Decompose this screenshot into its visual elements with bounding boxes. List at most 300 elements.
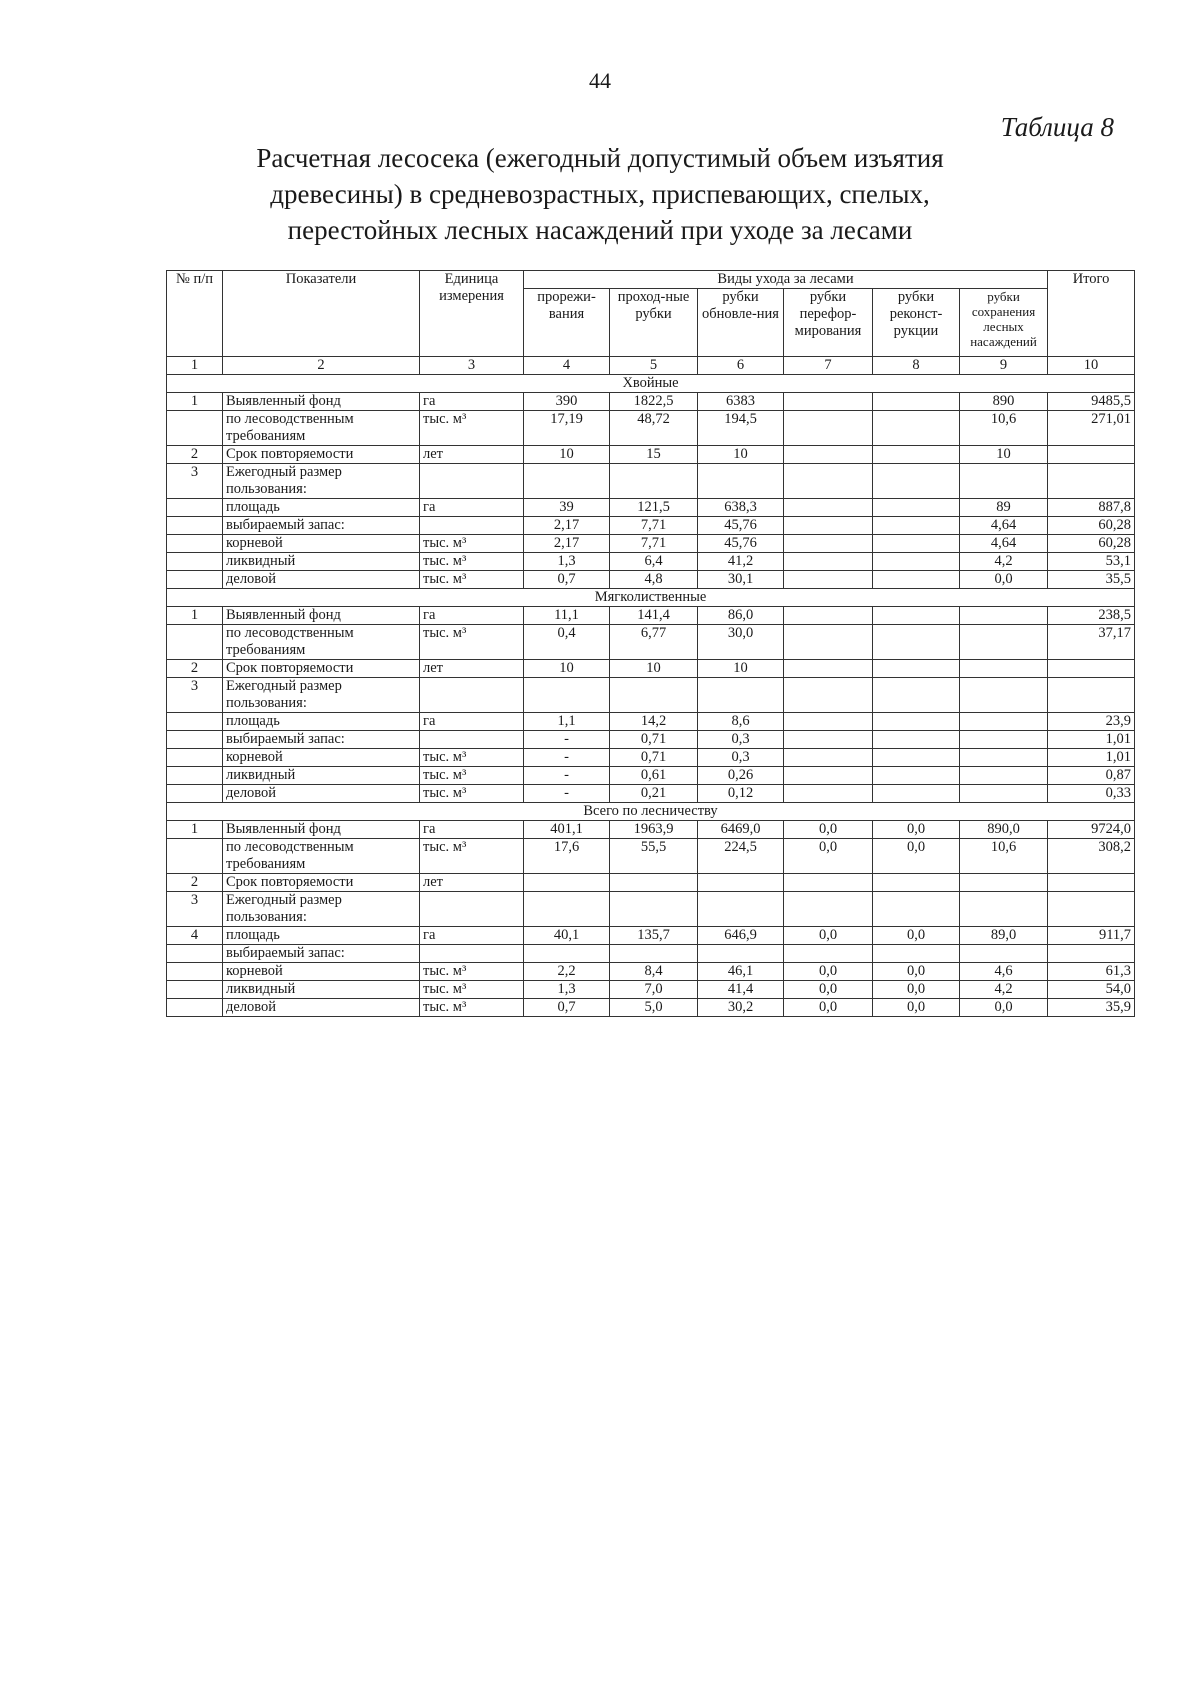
row-unit: га (420, 499, 524, 517)
row-value (784, 625, 873, 660)
row-value (784, 749, 873, 767)
row-value: 401,1 (524, 821, 610, 839)
row-total: 0,87 (1048, 767, 1135, 785)
row-value: 2,2 (524, 963, 610, 981)
row-indicator: по лесоводственным требованиям (223, 411, 420, 446)
row-value (524, 678, 610, 713)
col-number: 4 (524, 357, 610, 375)
row-total: 61,3 (1048, 963, 1135, 981)
row-indicator: выбираемый запас: (223, 945, 420, 963)
row-value (610, 892, 698, 927)
row-number (167, 517, 223, 535)
row-total (1048, 945, 1135, 963)
row-value (873, 785, 960, 803)
row-value: 39 (524, 499, 610, 517)
row-value (960, 660, 1048, 678)
row-value: 0,0 (784, 821, 873, 839)
row-number (167, 625, 223, 660)
row-value (960, 678, 1048, 713)
col-number: 5 (610, 357, 698, 375)
row-value (784, 499, 873, 517)
table-row (167, 678, 1135, 713)
row-value: 17,6 (524, 839, 610, 874)
row-unit: тыс. м³ (420, 553, 524, 571)
title-line: Расчетная лесосека (ежегодный допустимый объем изъятия (256, 143, 944, 173)
row-number (167, 499, 223, 517)
header-col6: рубки обновле-ния (698, 289, 784, 357)
header-col9: рубки сохранения лесных насаждений (960, 289, 1048, 357)
row-value: 14,2 (610, 713, 698, 731)
row-total: 1,01 (1048, 749, 1135, 767)
table-row (167, 607, 1135, 625)
row-value (873, 411, 960, 446)
row-value: 0,61 (610, 767, 698, 785)
row-value (873, 446, 960, 464)
row-value (960, 749, 1048, 767)
row-value (698, 892, 784, 927)
row-indicator: площадь (223, 927, 420, 945)
row-number (167, 999, 223, 1017)
row-indicator: Ежегодный размер пользования: (223, 678, 420, 713)
row-value: 0,0 (960, 571, 1048, 589)
table-row (167, 874, 1135, 892)
row-unit: га (420, 821, 524, 839)
row-value: 1963,9 (610, 821, 698, 839)
row-value (784, 571, 873, 589)
row-value: 194,5 (698, 411, 784, 446)
row-number (167, 839, 223, 874)
row-value: 41,2 (698, 553, 784, 571)
row-value: 1,1 (524, 713, 610, 731)
row-number (167, 571, 223, 589)
row-number: 2 (167, 660, 223, 678)
row-value (524, 464, 610, 499)
row-value (960, 625, 1048, 660)
row-value: 10 (960, 446, 1048, 464)
row-value: 0,3 (698, 731, 784, 749)
row-value (784, 553, 873, 571)
section-header-row (167, 589, 1135, 607)
row-value: 45,76 (698, 535, 784, 553)
row-indicator: Срок повторяемости (223, 660, 420, 678)
row-value (873, 393, 960, 411)
row-number (167, 731, 223, 749)
row-value: 0,7 (524, 999, 610, 1017)
section-header-row (167, 375, 1135, 393)
row-value (784, 767, 873, 785)
row-value: 0,4 (524, 625, 610, 660)
row-value: 135,7 (610, 927, 698, 945)
row-value: 0,0 (960, 999, 1048, 1017)
table-row (167, 731, 1135, 749)
logging-table (166, 270, 1135, 1017)
row-value: 2,17 (524, 535, 610, 553)
row-value: 0,0 (784, 839, 873, 874)
row-number: 2 (167, 874, 223, 892)
row-value: 0,7 (524, 571, 610, 589)
table-row (167, 499, 1135, 517)
row-value (784, 678, 873, 713)
row-total: 911,7 (1048, 927, 1135, 945)
row-value: 6383 (698, 393, 784, 411)
row-value (960, 874, 1048, 892)
row-value: 7,0 (610, 981, 698, 999)
row-indicator: корневой (223, 749, 420, 767)
row-value (524, 874, 610, 892)
row-value: 30,0 (698, 625, 784, 660)
table-row (167, 713, 1135, 731)
header-row (167, 271, 1135, 289)
table-row (167, 839, 1135, 874)
row-value (784, 607, 873, 625)
row-number (167, 713, 223, 731)
row-number (167, 945, 223, 963)
table-row (167, 999, 1135, 1017)
row-value (784, 535, 873, 553)
row-indicator: площадь (223, 499, 420, 517)
table-row (167, 411, 1135, 446)
row-value: 17,19 (524, 411, 610, 446)
row-total: 271,01 (1048, 411, 1135, 446)
row-value (610, 464, 698, 499)
row-unit: тыс. м³ (420, 839, 524, 874)
table-row (167, 749, 1135, 767)
row-indicator: деловой (223, 999, 420, 1017)
row-value (784, 660, 873, 678)
header-col4: прорежи-вания (524, 289, 610, 357)
row-value: 4,6 (960, 963, 1048, 981)
row-value (524, 892, 610, 927)
row-value (784, 713, 873, 731)
row-value (784, 446, 873, 464)
row-unit: лет (420, 446, 524, 464)
row-value: 46,1 (698, 963, 784, 981)
row-value: 10 (698, 446, 784, 464)
row-value (873, 749, 960, 767)
row-value (960, 785, 1048, 803)
row-value: 0,71 (610, 749, 698, 767)
row-value: 1,3 (524, 981, 610, 999)
row-value: 0,0 (784, 999, 873, 1017)
row-value (873, 767, 960, 785)
row-value: 890 (960, 393, 1048, 411)
row-total (1048, 892, 1135, 927)
row-value (784, 945, 873, 963)
col-number: 8 (873, 357, 960, 375)
row-indicator: выбираемый запас: (223, 731, 420, 749)
row-unit: га (420, 393, 524, 411)
row-number (167, 981, 223, 999)
row-value (784, 411, 873, 446)
row-indicator: Ежегодный размер пользования: (223, 892, 420, 927)
row-total (1048, 464, 1135, 499)
row-total: 35,5 (1048, 571, 1135, 589)
row-value: 1,3 (524, 553, 610, 571)
row-total: 238,5 (1048, 607, 1135, 625)
table-row (167, 821, 1135, 839)
row-number: 1 (167, 607, 223, 625)
row-value (873, 535, 960, 553)
row-unit: тыс. м³ (420, 785, 524, 803)
row-value: 48,72 (610, 411, 698, 446)
row-value (698, 874, 784, 892)
row-value: 4,64 (960, 535, 1048, 553)
row-unit (420, 945, 524, 963)
row-value: 4,64 (960, 517, 1048, 535)
row-value (873, 464, 960, 499)
col-number: 3 (420, 357, 524, 375)
row-total (1048, 446, 1135, 464)
row-value (784, 731, 873, 749)
row-indicator: Выявленный фонд (223, 393, 420, 411)
row-value: 0,0 (873, 981, 960, 999)
row-value: 0,26 (698, 767, 784, 785)
row-indicator: деловой (223, 785, 420, 803)
row-indicator: площадь (223, 713, 420, 731)
row-total: 9724,0 (1048, 821, 1135, 839)
row-unit: тыс. м³ (420, 963, 524, 981)
row-number (167, 749, 223, 767)
row-value: 10 (524, 446, 610, 464)
row-total: 887,8 (1048, 499, 1135, 517)
row-value: 5,0 (610, 999, 698, 1017)
row-value: 0,12 (698, 785, 784, 803)
row-value: 1822,5 (610, 393, 698, 411)
row-unit (420, 892, 524, 927)
row-value (873, 660, 960, 678)
row-unit: тыс. м³ (420, 981, 524, 999)
col-number: 7 (784, 357, 873, 375)
section-header-row (167, 803, 1135, 821)
row-value (873, 678, 960, 713)
row-value: 10 (698, 660, 784, 678)
header-col7: рубки перефор-мирования (784, 289, 873, 357)
row-indicator: по лесоводственным требованиям (223, 625, 420, 660)
row-unit: тыс. м³ (420, 749, 524, 767)
page-number: 44 (589, 68, 611, 93)
row-value: 4,2 (960, 553, 1048, 571)
row-value (873, 713, 960, 731)
row-value: 0,0 (873, 927, 960, 945)
row-value: 10,6 (960, 839, 1048, 874)
table-title (150, 140, 1050, 248)
row-value: 41,4 (698, 981, 784, 999)
row-value: 0,0 (784, 963, 873, 981)
row-value: 390 (524, 393, 610, 411)
row-value (873, 517, 960, 535)
row-unit (420, 464, 524, 499)
row-value: 6,4 (610, 553, 698, 571)
row-value (873, 945, 960, 963)
row-value (960, 731, 1048, 749)
row-value (960, 607, 1048, 625)
col-number: 1 (167, 357, 223, 375)
row-value: - (524, 749, 610, 767)
row-value: 0,21 (610, 785, 698, 803)
row-number: 4 (167, 927, 223, 945)
row-unit: лет (420, 874, 524, 892)
row-value: - (524, 785, 610, 803)
row-number (167, 553, 223, 571)
row-value: 0,0 (784, 981, 873, 999)
row-indicator: Выявленный фонд (223, 607, 420, 625)
row-total (1048, 660, 1135, 678)
row-unit: тыс. м³ (420, 571, 524, 589)
table-row (167, 571, 1135, 589)
row-value (784, 785, 873, 803)
row-value: 10 (610, 660, 698, 678)
header-num: № п/п (167, 271, 223, 357)
row-value (610, 874, 698, 892)
row-value (960, 713, 1048, 731)
row-value: 6469,0 (698, 821, 784, 839)
table-row (167, 553, 1135, 571)
row-unit: га (420, 713, 524, 731)
row-number: 1 (167, 393, 223, 411)
row-number: 2 (167, 446, 223, 464)
row-indicator: Срок повторяемости (223, 874, 420, 892)
row-unit: тыс. м³ (420, 535, 524, 553)
table-row (167, 625, 1135, 660)
row-value (784, 892, 873, 927)
table-label: Таблица 8 (1000, 112, 1114, 142)
row-value: 40,1 (524, 927, 610, 945)
header-total: Итого (1048, 271, 1135, 357)
row-value: 0,0 (873, 999, 960, 1017)
row-value: 646,9 (698, 927, 784, 945)
row-value: 121,5 (610, 499, 698, 517)
row-value (873, 892, 960, 927)
section-title: Хвойные (167, 375, 1135, 393)
header-col5: проход-ные рубки (610, 289, 698, 357)
row-total (1048, 874, 1135, 892)
table-row (167, 981, 1135, 999)
row-indicator: Ежегодный размер пользования: (223, 464, 420, 499)
row-value: 0,0 (873, 963, 960, 981)
row-unit: тыс. м³ (420, 625, 524, 660)
col-number: 10 (1048, 357, 1135, 375)
row-total: 53,1 (1048, 553, 1135, 571)
table-row (167, 945, 1135, 963)
row-value: 224,5 (698, 839, 784, 874)
row-value: 15 (610, 446, 698, 464)
row-number: 3 (167, 464, 223, 499)
row-number: 3 (167, 892, 223, 927)
row-value: 45,76 (698, 517, 784, 535)
header-care-types: Виды ухода за лесами (524, 271, 1048, 289)
table-row (167, 446, 1135, 464)
row-unit (420, 678, 524, 713)
row-value (698, 945, 784, 963)
header-unit: Единица измерения (420, 271, 524, 357)
row-unit: га (420, 927, 524, 945)
row-total: 54,0 (1048, 981, 1135, 999)
row-number (167, 535, 223, 553)
column-numbers-row (167, 357, 1135, 375)
row-total: 308,2 (1048, 839, 1135, 874)
row-value: - (524, 767, 610, 785)
table-row (167, 464, 1135, 499)
row-unit (420, 517, 524, 535)
row-value: 0,71 (610, 731, 698, 749)
row-value: 0,0 (873, 839, 960, 874)
row-indicator: Срок повторяемости (223, 446, 420, 464)
row-value: 7,71 (610, 517, 698, 535)
row-number (167, 411, 223, 446)
row-unit: тыс. м³ (420, 999, 524, 1017)
row-value (784, 464, 873, 499)
row-value (960, 464, 1048, 499)
table-row (167, 785, 1135, 803)
table-row (167, 535, 1135, 553)
row-indicator: Выявленный фонд (223, 821, 420, 839)
row-indicator: корневой (223, 963, 420, 981)
row-indicator: ликвидный (223, 767, 420, 785)
row-value: 8,4 (610, 963, 698, 981)
header-col8: рубки реконст-рукции (873, 289, 960, 357)
table-row (167, 660, 1135, 678)
row-total: 35,9 (1048, 999, 1135, 1017)
row-value (524, 945, 610, 963)
row-value: 4,2 (960, 981, 1048, 999)
table-row (167, 927, 1135, 945)
row-unit: тыс. м³ (420, 411, 524, 446)
header-indicators: Показатели (223, 271, 420, 357)
col-number: 9 (960, 357, 1048, 375)
row-value: 4,8 (610, 571, 698, 589)
row-value: 0,0 (873, 821, 960, 839)
row-indicator: по лесоводственным требованиям (223, 839, 420, 874)
row-value: 141,4 (610, 607, 698, 625)
row-number (167, 785, 223, 803)
row-indicator: корневой (223, 535, 420, 553)
table-row (167, 393, 1135, 411)
row-value: 8,6 (698, 713, 784, 731)
row-number: 1 (167, 821, 223, 839)
row-indicator: ликвидный (223, 981, 420, 999)
row-total: 37,17 (1048, 625, 1135, 660)
row-value (784, 874, 873, 892)
section-title: Мягколиственные (167, 589, 1135, 607)
col-number: 2 (223, 357, 420, 375)
row-value: 890,0 (960, 821, 1048, 839)
row-total: 9485,5 (1048, 393, 1135, 411)
row-number: 3 (167, 678, 223, 713)
row-value (873, 731, 960, 749)
row-value (873, 499, 960, 517)
row-value: 89 (960, 499, 1048, 517)
row-value: - (524, 731, 610, 749)
section-title: Всего по лесничеству (167, 803, 1135, 821)
row-value: 0,3 (698, 749, 784, 767)
row-indicator: ликвидный (223, 553, 420, 571)
col-number: 6 (698, 357, 784, 375)
row-value (960, 945, 1048, 963)
row-unit: га (420, 607, 524, 625)
row-total: 1,01 (1048, 731, 1135, 749)
row-value (873, 607, 960, 625)
row-indicator: деловой (223, 571, 420, 589)
row-unit: лет (420, 660, 524, 678)
row-value (873, 625, 960, 660)
row-value (960, 767, 1048, 785)
row-value: 11,1 (524, 607, 610, 625)
row-value: 55,5 (610, 839, 698, 874)
row-value (784, 517, 873, 535)
row-total: 23,9 (1048, 713, 1135, 731)
row-value: 89,0 (960, 927, 1048, 945)
row-value: 0,0 (784, 927, 873, 945)
